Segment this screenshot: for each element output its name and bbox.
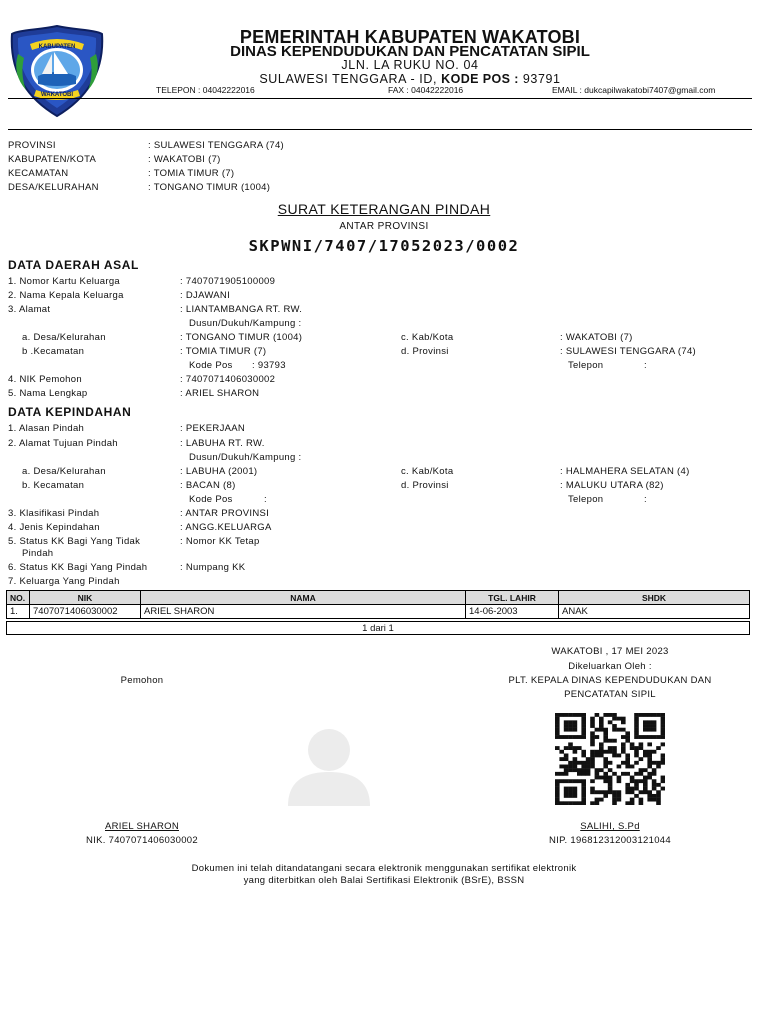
signature-official-title-2: PENCATATAN SIPIL <box>564 689 656 700</box>
pindah-kodepos-label: Kode Pos <box>189 494 233 505</box>
cell-nama: ARIEL SHARON <box>141 605 466 619</box>
logo-top-text: KABUPATEN <box>38 44 76 50</box>
pindah-jenis-value: : ANGG.KELUARGA <box>180 522 272 533</box>
pindah-status-pindah-value: : Numpang KK <box>180 562 246 573</box>
column-header-no: NO. <box>7 591 30 605</box>
asal-kab-label: c. Kab/Kota <box>401 332 454 343</box>
header-telepon: TELEPON : 04042222016 <box>156 85 255 95</box>
pindah-prov-label: d. Provinsi <box>401 480 449 491</box>
signature-issued-by: Dikeluarkan Oleh : <box>568 661 652 672</box>
pindah-kec-label: b. Kecamatan <box>22 480 85 491</box>
cell-no: 1. <box>7 605 30 619</box>
pindah-desa-label: a. Desa/Kelurahan <box>22 466 106 477</box>
logo-bottom-text: WAKATOBI <box>40 92 74 98</box>
region-top-divider <box>8 129 752 130</box>
asal-nama-value: : ARIEL SHARON <box>180 388 260 399</box>
asal-nama-label: 5. Nama Lengkap <box>8 388 88 399</box>
pindah-prov-value: : MALUKU UTARA (82) <box>560 480 664 491</box>
header-region-postal <box>150 72 670 86</box>
asal-nik-value: : 7407071406030002 <box>180 374 276 385</box>
pindah-kab-value: : HALMAHERA SELATAN (4) <box>560 466 690 477</box>
region-kecamatan-label: KECAMATAN <box>8 168 69 179</box>
asal-kec-value: : TOMIA TIMUR (7) <box>180 346 267 357</box>
family-members-table <box>6 590 750 619</box>
asal-kepala-value: : DJAWANI <box>180 290 231 301</box>
asal-desa-value: : TONGANO TIMUR (1004) <box>180 332 303 343</box>
footer-esign-line-1: Dokumen ini telah ditandatangani secara elektronik menggunakan sertifikat elektronik <box>191 863 577 874</box>
header-email: EMAIL : dukcapilwakatobi7407@gmail.com <box>552 85 716 95</box>
asal-prov-value: : SULAWESI TENGGARA (74) <box>560 346 697 357</box>
document-title: SURAT KETERANGAN PINDAH <box>277 201 491 217</box>
footer-esign-line-2: yang diterbitkan oleh Balai Sertifikasi Elektronik (BSrE), BSSN <box>243 875 525 886</box>
asal-nik-label: 4. NIK Pemohon <box>8 374 82 385</box>
asal-kec-label: b .Kecamatan <box>22 346 85 357</box>
signature-official-title-1: PLT. KEPALA DINAS KEPENDUDUKAN DAN <box>508 675 712 686</box>
column-header-nama: NAMA <box>141 591 466 605</box>
asal-dusun-label: Dusun/Dukuh/Kampung : <box>189 318 302 329</box>
column-header-tgl-lahir: TGL. LAHIR <box>466 591 559 605</box>
pindah-klasifikasi-value: : ANTAR PROVINSI <box>180 508 270 519</box>
region-kabupaten-value: : WAKATOBI (7) <box>148 154 221 165</box>
asal-kodepos-value: : 93793 <box>252 360 286 371</box>
pindah-status-tidak-label: 5. Status KK Bagi Yang Tidak <box>8 536 141 547</box>
asal-telepon-value: : <box>644 360 647 371</box>
signature-official-name: SALIHI, S.Pd <box>580 821 640 832</box>
signature-pemohon-name: ARIEL SHARON <box>105 821 179 832</box>
qr-code-signature <box>555 713 665 805</box>
asal-kodepos-label: Kode Pos <box>189 360 233 371</box>
pindah-status-pindah-label: 6. Status KK Bagi Yang Pindah <box>8 562 148 573</box>
pindah-kec-value: : BACAN (8) <box>180 480 236 491</box>
pindah-alamat-label: 2. Alamat Tujuan Pindah <box>8 438 118 449</box>
pindah-alamat-value: : LABUHA RT. RW. <box>180 438 265 449</box>
header-agency-title: DINAS KEPENDUDUKAN DAN PENCATATAN SIPIL <box>230 43 590 60</box>
header-divider <box>8 98 752 99</box>
pindah-kab-label: c. Kab/Kota <box>401 466 454 477</box>
header-government-title: PEMERINTAH KABUPATEN WAKATOBI <box>239 27 581 47</box>
pindah-telepon-value: : <box>644 494 647 505</box>
document-number: SKPWNI/7407/17052023/0002 <box>248 237 520 255</box>
column-header-shdk: SHDK <box>559 591 750 605</box>
signature-place-date: WAKATOBI , 17 MEI 2023 <box>551 646 669 657</box>
pemohon-avatar-placeholder-icon <box>282 722 376 806</box>
signature-official-nip: NIP. 196812312003121044 <box>549 835 671 846</box>
table-header-row <box>7 591 750 605</box>
region-kabupaten-label: KABUPATEN/KOTA <box>8 154 97 165</box>
pindah-status-tidak-label-cont: Pindah <box>22 548 54 559</box>
pindah-klasifikasi-label: 3. Klasifikasi Pindah <box>8 508 100 519</box>
asal-no-kk-value: : 7407071905100009 <box>180 276 276 287</box>
pindah-keluarga-label: 7. Keluarga Yang Pindah <box>8 576 120 587</box>
table-pagination: 1 dari 1 <box>6 621 750 635</box>
header-postal-label: KODE POS : <box>441 72 519 86</box>
asal-prov-label: d. Provinsi <box>401 346 449 357</box>
asal-kab-value: : WAKATOBI (7) <box>560 332 633 343</box>
pindah-alasan-label: 1. Alasan Pindah <box>8 423 85 434</box>
asal-telepon-label: Telepon <box>568 360 604 371</box>
header-postal-code: 93791 <box>518 72 561 86</box>
asal-alamat-label: 3. Alamat <box>8 304 51 315</box>
header-address: JLN. LA RUKU NO. 04 <box>341 58 479 72</box>
pindah-telepon-label: Telepon <box>568 494 604 505</box>
cell-shdk: ANAK <box>559 605 750 619</box>
pindah-jenis-label: 4. Jenis Kepindahan <box>8 522 100 533</box>
wakatobi-emblem-logo <box>8 24 106 118</box>
section-heading-kepindahan: DATA KEPINDAHAN <box>8 405 132 419</box>
asal-no-kk-label: 1. Nomor Kartu Keluarga <box>8 276 120 287</box>
document-subtitle: ANTAR PROVINSI <box>339 221 429 232</box>
asal-kepala-label: 2. Nama Kepala Keluarga <box>8 290 124 301</box>
signature-pemohon-nik: NIK. 7407071406030002 <box>86 835 198 846</box>
column-header-nik: NIK <box>30 591 141 605</box>
pindah-kodepos-value: : <box>264 494 267 505</box>
header-fax: FAX : 04042222016 <box>388 85 464 95</box>
signature-pemohon-label: Pemohon <box>120 675 164 686</box>
asal-desa-label: a. Desa/Kelurahan <box>22 332 106 343</box>
section-heading-asal: DATA DAERAH ASAL <box>8 258 139 272</box>
region-kecamatan-value: : TOMIA TIMUR (7) <box>148 168 235 179</box>
region-desa-label: DESA/KELURAHAN <box>8 182 99 193</box>
cell-nik: 7407071406030002 <box>30 605 141 619</box>
region-provinsi-value: : SULAWESI TENGGARA (74) <box>148 140 285 151</box>
pindah-desa-value: : LABUHA (2001) <box>180 466 258 477</box>
pindah-alasan-value: : PEKERJAAN <box>180 423 246 434</box>
asal-alamat-value: : LIANTAMBANGA RT. RW. <box>180 304 303 315</box>
region-provinsi-label: PROVINSI <box>8 140 56 151</box>
table-row <box>7 605 750 619</box>
header-region: SULAWESI TENGGARA - ID, <box>259 72 442 86</box>
cell-tgl-lahir: 14-06-2003 <box>466 605 559 619</box>
pindah-status-tidak-value: : Nomor KK Tetap <box>180 536 260 547</box>
pindah-dusun-label: Dusun/Dukuh/Kampung : <box>189 452 302 463</box>
region-desa-value: : TONGANO TIMUR (1004) <box>148 182 271 193</box>
